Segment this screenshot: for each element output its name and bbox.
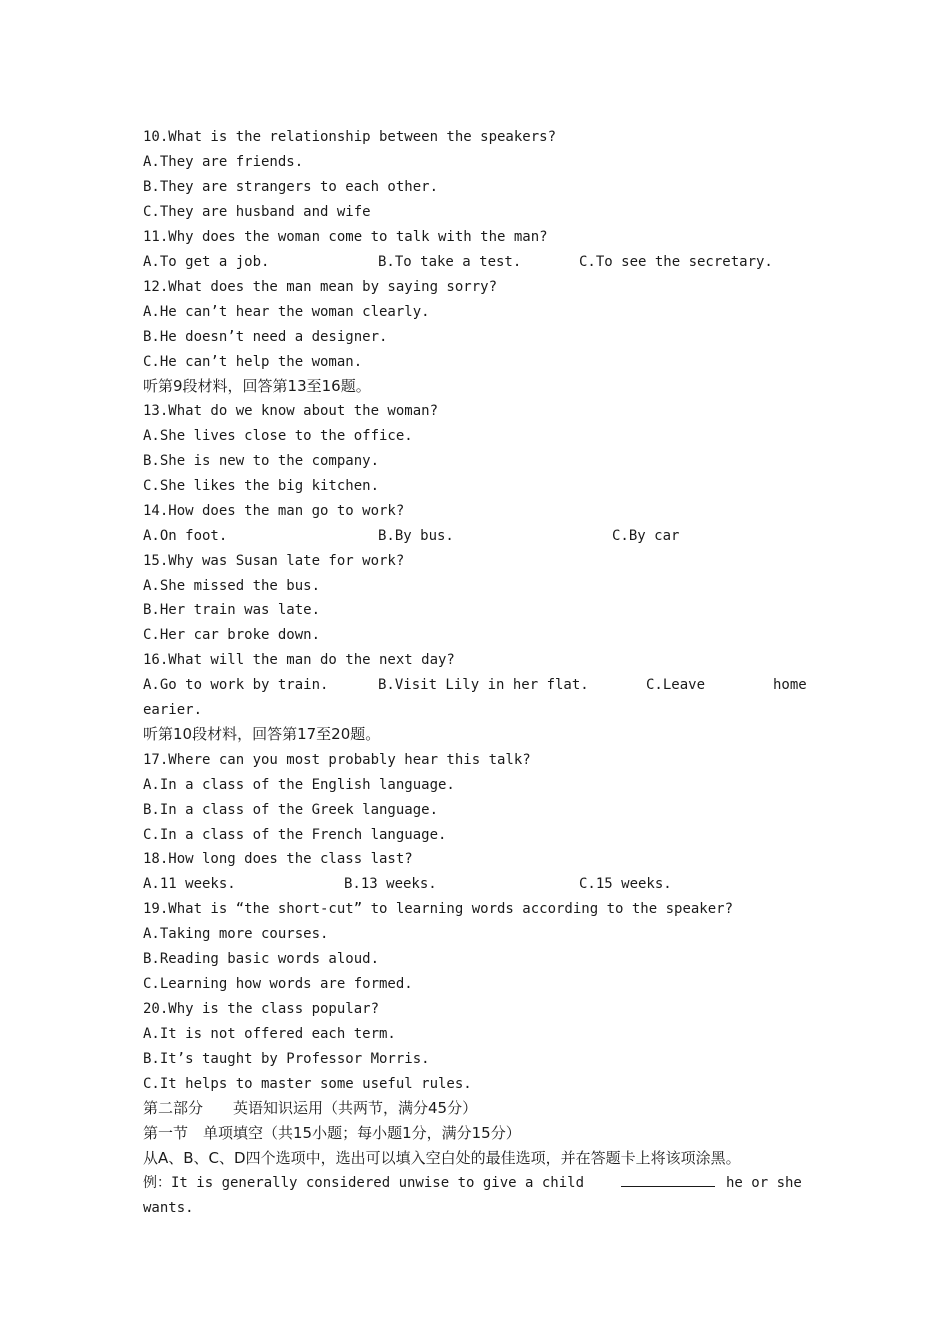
- q12-option-c: C.He can’t help the woman.: [143, 354, 363, 370]
- q20-option-a: A.It is not offered each term.: [143, 1026, 396, 1042]
- q14-stem: 14.How does the man go to work?: [143, 503, 405, 519]
- q15-stem: 15.Why was Susan late for work?: [143, 553, 405, 569]
- q18-stem: 18.How long does the class last?: [143, 851, 413, 867]
- instructions: 从A、B、C、D四个选项中，选出可以填入空白处的最佳选项，并在答题卡上将该项涂黑。: [143, 1149, 741, 1167]
- q14-option-c: C.By car: [612, 528, 680, 544]
- q11-option-b: B.To take a test.: [378, 254, 522, 270]
- example-text-end: he or she: [726, 1175, 802, 1191]
- section-10-heading: 听第10段材料，回答第17至20题。: [143, 725, 381, 743]
- q15-option-b: B.Her train was late.: [143, 602, 321, 618]
- q11-options: [143, 251, 808, 273]
- q18-option-b: B.13 weeks.: [344, 876, 437, 892]
- q17-option-c: C.In a class of the French language.: [143, 827, 447, 843]
- q10-option-a: A.They are friends.: [143, 154, 304, 170]
- q14-options: [143, 525, 808, 547]
- q16-option-c: C.Leave: [646, 677, 706, 693]
- q17-stem: 17.Where can you most probably hear this talk?: [143, 752, 531, 768]
- q18-option-a: A.11 weeks.: [143, 876, 236, 892]
- q19-stem: 19.What is “the short-cut” to learning words according to the speaker?: [143, 901, 734, 917]
- q14-option-b: B.By bus.: [378, 528, 454, 544]
- q20-stem: 20.Why is the class popular?: [143, 1001, 380, 1017]
- q16-options: [143, 674, 808, 696]
- section-9-heading: 听第9段材料，回答第13至16题。: [143, 377, 371, 395]
- q12-option-b: B.He doesn’t need a designer.: [143, 329, 388, 345]
- q18-options: [143, 873, 808, 895]
- example-blank: [621, 1172, 715, 1194]
- q18-option-c: C.15 weeks.: [579, 876, 672, 892]
- q14-option-a: A.On foot.: [143, 528, 228, 544]
- part-2-heading: 第二部分 英语知识运用（共两节，满分45分）: [143, 1099, 478, 1117]
- q16-option-c-continued: earier.: [143, 702, 203, 718]
- section-1-heading: 第一节 单项填空（共15小题；每小题1分，满分15分）: [143, 1124, 521, 1142]
- q17-option-a: A.In a class of the English language.: [143, 777, 455, 793]
- q11-option-c: C.To see the secretary.: [579, 254, 773, 270]
- q20-option-b: B.It’s taught by Professor Morris.: [143, 1051, 430, 1067]
- q10-stem: 10.What is the relationship between the speakers?: [143, 129, 557, 145]
- q11-stem: 11.Why does the woman come to talk with the man?: [143, 229, 548, 245]
- q16-option-c-word: home: [773, 677, 807, 693]
- q13-option-a: A.She lives close to the office.: [143, 428, 413, 444]
- q17-option-b: B.In a class of the Greek language.: [143, 802, 439, 818]
- example-line: [143, 1172, 808, 1194]
- q16-stem: 16.What will the man do the next day?: [143, 652, 455, 668]
- q12-stem: 12.What does the man mean by saying sorry?: [143, 279, 498, 295]
- q20-option-c: C.It helps to master some useful rules.: [143, 1076, 472, 1092]
- q12-option-a: A.He can’t hear the woman clearly.: [143, 304, 430, 320]
- example-text-start: 例：It is generally considered unwise to give a child: [143, 1175, 585, 1191]
- q16-option-b: B.Visit Lily in her flat.: [378, 677, 589, 693]
- q13-stem: 13.What do we know about the woman?: [143, 403, 439, 419]
- q16-option-a: A.Go to work by train.: [143, 677, 329, 693]
- example-continued: wants.: [143, 1200, 194, 1216]
- q10-option-b: B.They are strangers to each other.: [143, 179, 439, 195]
- q19-option-b: B.Reading basic words aloud.: [143, 951, 380, 967]
- q13-option-c: C.She likes the big kitchen.: [143, 478, 380, 494]
- q11-option-a: A.To get a job.: [143, 254, 270, 270]
- q15-option-a: A.She missed the bus.: [143, 578, 321, 594]
- q19-option-c: C.Learning how words are formed.: [143, 976, 413, 992]
- q13-option-b: B.She is new to the company.: [143, 453, 380, 469]
- q15-option-c: C.Her car broke down.: [143, 627, 321, 643]
- q19-option-a: A.Taking more courses.: [143, 926, 329, 942]
- q10-option-c: C.They are husband and wife: [143, 204, 371, 220]
